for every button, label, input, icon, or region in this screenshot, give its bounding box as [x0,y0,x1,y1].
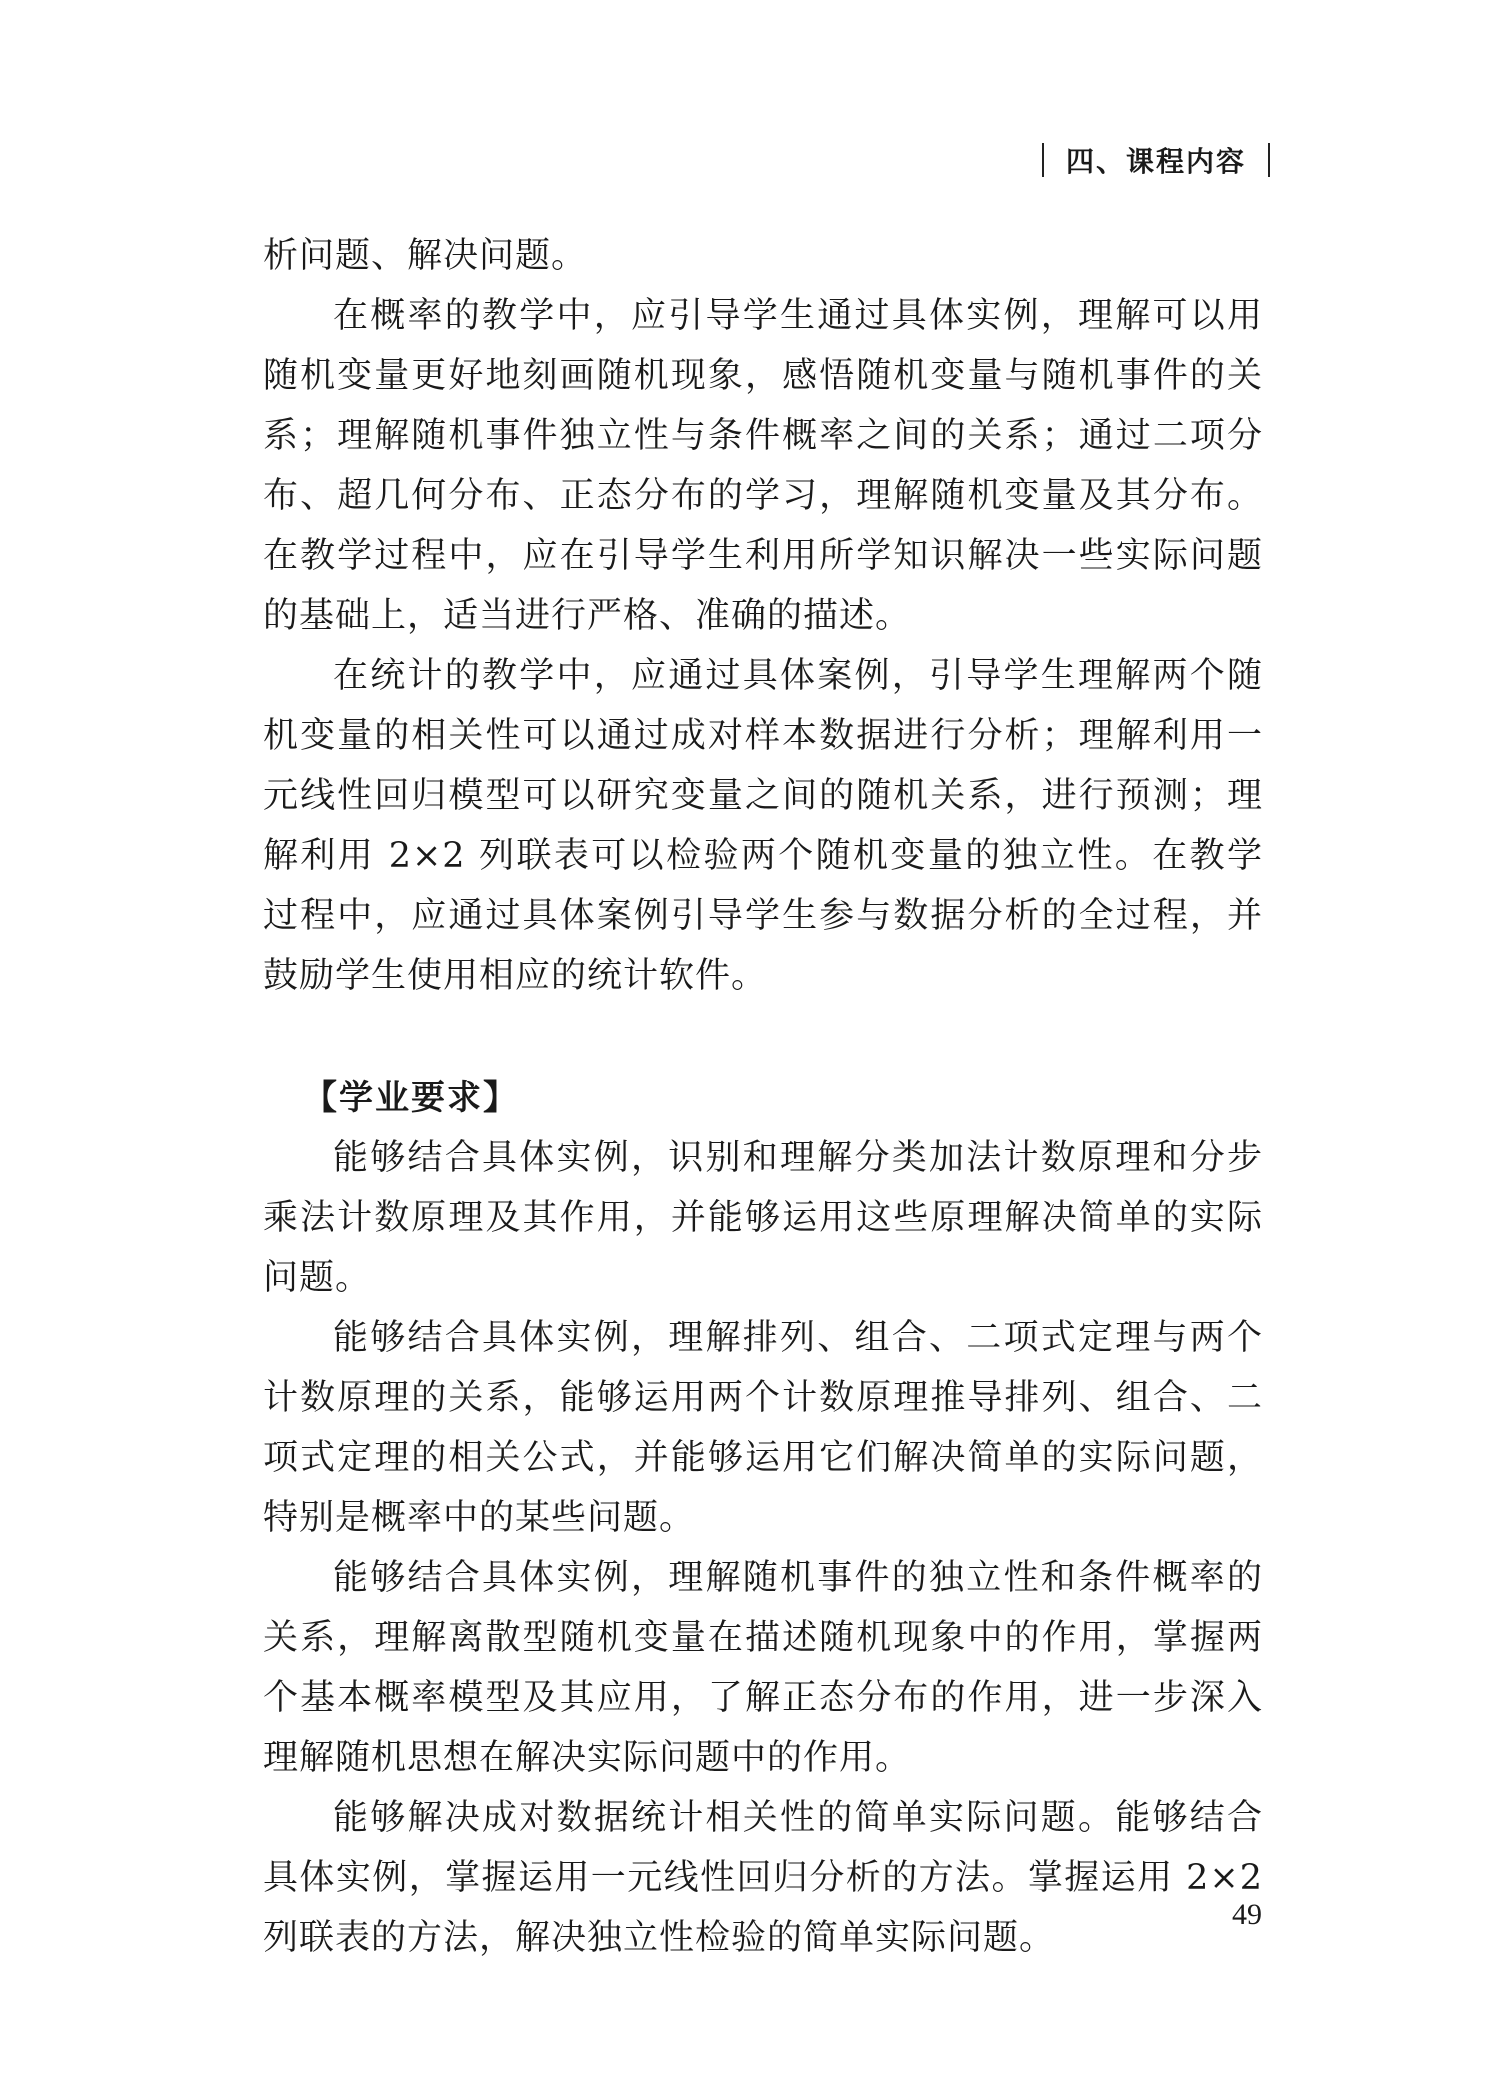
section-title: 四、课程内容 [1065,145,1246,178]
requirement-paragraph: 能够结合具体实例，识别和理解分类加法计数原理和分步乘法计数原理及其作用，并能够运用这些原理解决简单的实际问题。 [263,1138,1263,1298]
paragraph-statistics-teaching: 在统计的教学中，应通过具体案例，引导学生理解两个随机变量的相关性可以通过成对样本数据进行分析；理解利用一元线性回归模型可以研究变量之间的随机关系，进行预测；理解利用 2×2 列联表可以检验两个随机变量的独立性。在教学过程中，应通过具体案例引导学生参与数据分析的全过程，并鼓励学生使用相应的统计软件。 [263,656,1263,996]
page-body [263,226,1263,1968]
requirement-paragraph: 能够解决成对数据统计相关性的简单实际问题。能够结合具体实例，掌握运用一元线性回归分析的方法。掌握运用 2×2 列联表的方法，解决独立性检验的简单实际问题。 [263,1798,1263,1958]
academic-requirements-heading: 【学业要求】 [303,1078,519,1118]
page-number: 49 [1232,1898,1262,1931]
paragraph-probability-teaching: 在概率的教学中，应引导学生通过具体实例，理解可以用随机变量更好地刻画随机现象，感悟随机变量与随机事件的关系；理解随机事件独立性与条件概率之间的关系；通过二项分布、超几何分布、正态分布的学习，理解随机变量及其分布。在教学过程中，应在引导学生利用所学知识解决一些实际问题的基础上，适当进行严格、准确的描述。 [263,296,1263,636]
requirement-paragraph: 能够结合具体实例，理解排列、组合、二项式定理与两个计数原理的关系，能够运用两个计数原理推导排列、组合、二项式定理的相关公式，并能够运用它们解决简单的实际问题，特别是概率中的某些问题。 [263,1318,1263,1538]
running-header [1042,140,1270,180]
paragraph-continuation: 析问题、解决问题。 [263,236,588,276]
requirement-paragraph: 能够结合具体实例，理解随机事件的独立性和条件概率的关系，理解离散型随机变量在描述随机现象中的作用，掌握两个基本概率模型及其应用，了解正态分布的作用，进一步深入理解随机思想在解决实际问题中的作用。 [263,1558,1263,1778]
header-divider-right [1268,143,1270,177]
header-divider-left [1042,143,1044,177]
